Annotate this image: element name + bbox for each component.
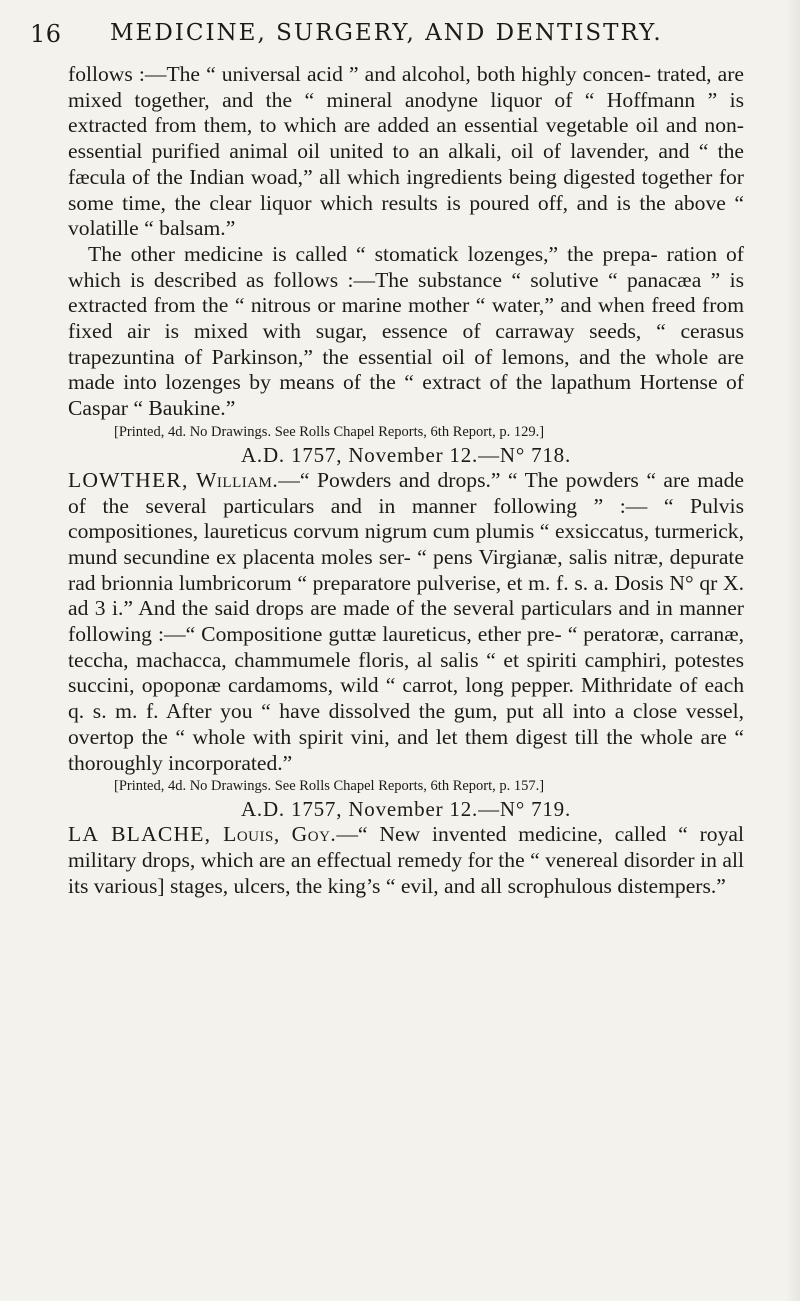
entry-719-text (68, 822, 744, 899)
paragraph-volatille-balsam: follows :—The “ universal acid ” and alcohol, both highly concen- trated, are mixed together, and the “ mineral anodyne liquor of “ Hoffmann ” is extracted from them, to which are added an essential vegetable oil and non-essential purified animal oil united to an alkali, oil of lavender, and “ the fæcula of the Indian woad,” all which ingredients being digested together for some time, the clear liquor which results is poured off, and is the above “ volatille “ balsam.” (68, 62, 744, 241)
page-body (68, 62, 744, 899)
entry-718-text (68, 468, 744, 776)
page-header (30, 20, 770, 54)
entry-718-date: A.D. 1757, November 12.—N° 718. (240, 442, 572, 467)
entry-719-date: A.D. 1757, November 12.—N° 719. (240, 797, 572, 822)
entry-719-surname: LA BLACHE, (68, 822, 212, 847)
entry-718-body: —“ Powders and drops.” “ The powders “ are made of the several particulars and in manner following ” :— “ Pulvis compositiones, laureticus corvum nigrum cum plumis “ exsiccatus, turmerick, mund secundine ex placenta moles ser- “ pens Virgianæ, salis nitræ, depurate rad brionnia lumbricorum “ preparatore pulverise, et m. f. s. a. Dosis N° qr X. ad 3 i.” And the said drops are made of the several particulars and in manner following :—“ Compositione guttæ laureticus, ether pre- “ peratoræ, carranæ, teccha, machacca, chammumele floris, al salis “ et spiriti camphiri, potestes succini, opoponæ cardamoms, wild “ carrot, long pepper. Mithridate of each q. s. m. f. After you “ have dissolved the gum, put all into a close vessel, overtop the “ whole with spirit vini, and let them digest till the whole are “ thoroughly incorporated.” (68, 467, 744, 775)
paragraph-stomatick-lozenges: The other medicine is called “ stomatick lozenges,” the prepa- ration of which is described as follows :—The substance “ solutive “ panacæa ” is extracted from the “ nitrous or marine mother “ water,” and when freed from fixed air is mixed with sugar, essence of carraway seeds, “ cerasus trapezuntina of Parkinson,” the essential oil of lemons, and the whole are made into lozenges by means of the “ extract of the lapathum Hortense of Caspar “ Baukine.” (68, 241, 744, 421)
entry-718-forename: William. (196, 467, 279, 492)
entry-719-forename: Louis, (223, 822, 280, 847)
running-head: MEDICINE, SURGERY, AND DENTISTRY. (110, 20, 663, 46)
entry-718-surname: LOWTHER, (68, 467, 189, 492)
entry-718-printed-note: [Printed, 4d. No Drawings. See Rolls Chapel Reports, 6th Report, p. 157.] (114, 778, 545, 795)
scan-edge-shadow (786, 0, 800, 1301)
printed-note: [Printed, 4d. No Drawings. See Rolls Chapel Reports, 6th Report, p. 129.] (114, 423, 545, 440)
entry-719-body: —“ New invented medicine, called “ royal military drops, which are an effectual remedy for the “ venereal disorder in all its various] stages, ulcers, the king’s “ evil, and all scrophulous distempers.” (68, 822, 744, 898)
page-number: 16 (30, 20, 62, 48)
entry-719-forename2: Goy. (291, 822, 337, 847)
